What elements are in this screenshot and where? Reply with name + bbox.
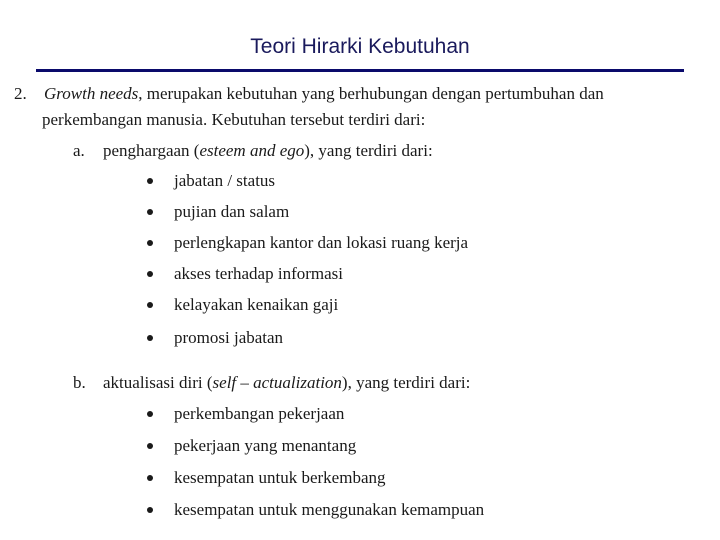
bullet-icon — [147, 178, 153, 184]
bullet-icon — [147, 475, 153, 481]
bullet-icon — [147, 335, 153, 341]
bullet-icon — [147, 443, 153, 449]
sub-b-letter: b. — [73, 373, 86, 392]
list-item: promosi jabatan — [174, 328, 284, 347]
bullet-icon — [147, 302, 153, 308]
bullet-icon — [147, 209, 153, 215]
list-item: perkembangan pekerjaan — [174, 404, 345, 423]
item-2-line-2: perkembangan manusia. Kebutuhan tersebut terdiri dari: — [42, 110, 426, 129]
sub-b-heading — [103, 372, 470, 394]
bullet-icon — [147, 507, 153, 513]
list-item: perlengkapan kantor dan lokasi ruang kerja — [174, 233, 469, 252]
list-item: kesempatan untuk menggunakan kemampuan — [174, 500, 485, 519]
item-2-text: , merupakan kebutuhan yang berhubungan dengan pertumbuhan dan — [138, 84, 604, 103]
sub-b-lead: aktualisasi diri ( — [103, 373, 213, 392]
growth-needs-term: Growth needs — [44, 84, 139, 103]
sub-b-tail: ), yang terdiri dari: — [341, 373, 471, 392]
sub-b-term: self – actualization — [212, 373, 342, 392]
bullet-icon — [147, 271, 153, 277]
list-item: akses terhadap informasi — [174, 264, 343, 283]
list-item: kelayakan kenaikan gaji — [174, 295, 339, 314]
bullet-icon — [147, 240, 153, 246]
sub-a-lead: penghargaan ( — [103, 141, 200, 160]
list-item: pekerjaan yang menantang — [174, 436, 357, 455]
item-number: 2. — [14, 84, 27, 103]
slide-title: Teori Hirarki Kebutuhan — [250, 35, 470, 58]
list-item: kesempatan untuk berkembang — [174, 468, 386, 487]
sub-a-heading — [103, 140, 433, 162]
list-item: jabatan / status — [174, 171, 276, 190]
sub-a-term: esteem and ego — [199, 141, 305, 160]
sub-a-tail: ), yang terdiri dari: — [304, 141, 433, 160]
sub-a-letter: a. — [73, 141, 85, 160]
list-item: pujian dan salam — [174, 202, 290, 221]
item-2-line-1 — [44, 83, 604, 105]
bullet-icon — [147, 411, 153, 417]
